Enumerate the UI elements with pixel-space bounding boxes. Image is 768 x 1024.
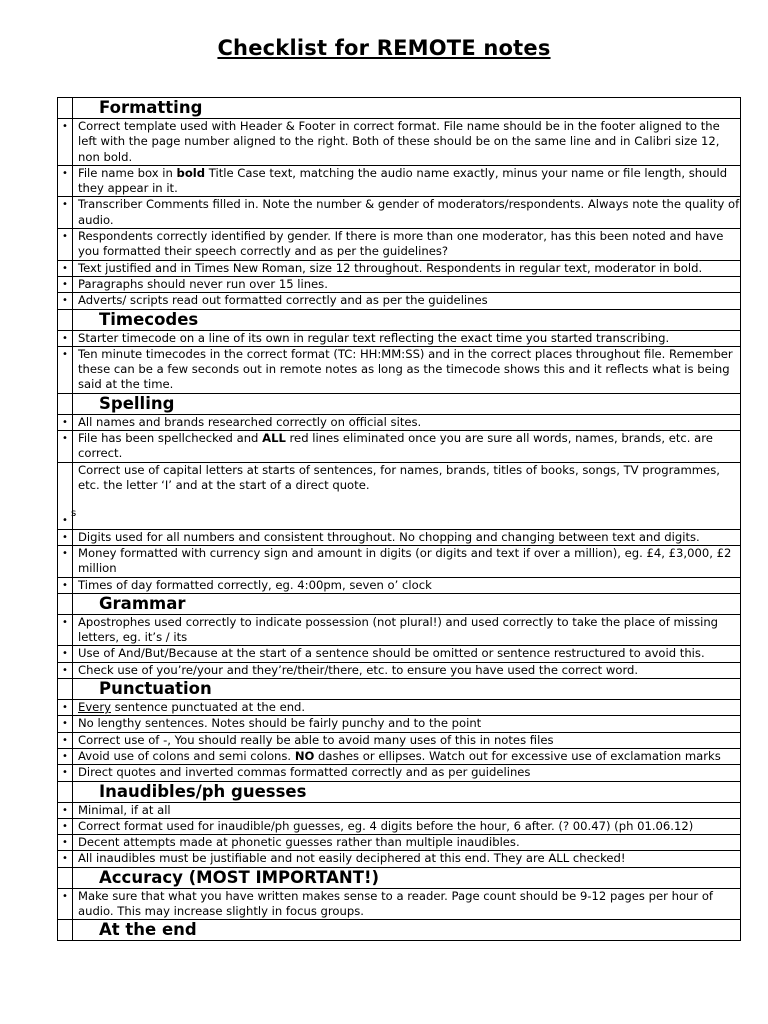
- checklist-item: [58, 197, 741, 229]
- item-text: Use of And/But/Because at the start of a sentence should be omitted or sentence restructured to avoid this.: [73, 646, 741, 662]
- checklist-item: [58, 545, 741, 577]
- section-heading: Spelling: [73, 393, 741, 414]
- checklist-item: [58, 260, 741, 276]
- checklist-table: [57, 97, 741, 941]
- bullet: •: [58, 229, 73, 261]
- bullet: •: [58, 276, 73, 292]
- bullet: •: [58, 802, 73, 818]
- item-text: Digits used for all numbers and consistent throughout. No chopping and changing between text and digits.: [73, 529, 741, 545]
- checklist-item: [58, 276, 741, 292]
- bullet: •: [58, 414, 73, 430]
- bullet: •: [58, 700, 73, 716]
- bullet: •: [58, 346, 73, 393]
- bullet: •: [58, 197, 73, 229]
- item-text: No lengthy sentences. Notes should be fairly punchy and to the point: [73, 716, 741, 732]
- item-text: File has been spellchecked and ALL red lines eliminated once you are sure all words, names, brands, etc. are correct.: [73, 431, 741, 463]
- bullet: •: [58, 765, 73, 781]
- page-title: Checklist for REMOTE notes: [217, 36, 551, 60]
- item-text: Make sure that what you have written makes sense to a reader. Page count should be 9-12 pages per hour of audio. This may increase slightly in focus groups.: [73, 888, 741, 920]
- item-text: Respondents correctly identified by gender. If there is more than one moderator, has this been noted and have you formatted their speech correctly and as per the guidelines?: [73, 229, 741, 261]
- item-text: Apostrophes used correctly to indicate possession (not plural!) and used correctly to take the place of missing letters, eg. it’s / its: [73, 614, 741, 646]
- bullet: •: [58, 748, 73, 764]
- checklist-item: [58, 614, 741, 646]
- item-text: Paragraphs should never run over 15 lines.: [73, 276, 741, 292]
- checklist-item: [58, 802, 741, 818]
- checklist-item: [58, 700, 741, 716]
- checklist-item: [58, 462, 741, 529]
- checklist-item: [58, 293, 741, 309]
- section-header: [58, 309, 741, 330]
- bullet: •: [58, 888, 73, 920]
- bullet: •: [58, 119, 73, 166]
- checklist-item: [58, 229, 741, 261]
- checklist-item: [58, 818, 741, 834]
- section-header: [58, 593, 741, 614]
- item-text: All names and brands researched correctly on official sites.: [73, 414, 741, 430]
- bullet: •: [58, 662, 73, 678]
- checklist-item: [58, 431, 741, 463]
- section-heading: Accuracy (MOST IMPORTANT!): [73, 867, 741, 888]
- checklist-item: [58, 165, 741, 197]
- item-text: Times of day formatted correctly, eg. 4:00pm, seven o’ clock: [73, 577, 741, 593]
- bullet: •: [58, 330, 73, 346]
- bullet: •: [58, 646, 73, 662]
- bullet: •: [58, 462, 73, 529]
- item-text: Starter timecode on a line of its own in regular text reflecting the exact time you started transcribing.: [73, 330, 741, 346]
- checklist-item: [58, 765, 741, 781]
- checklist-item: [58, 888, 741, 920]
- checklist-item: [58, 346, 741, 393]
- checklist-item: [58, 748, 741, 764]
- bullet: •: [58, 529, 73, 545]
- section-heading: Grammar: [73, 593, 741, 614]
- bullet: •: [58, 614, 73, 646]
- section-heading: Punctuation: [73, 679, 741, 700]
- item-text: Decent attempts made at phonetic guesses rather than multiple inaudibles.: [73, 835, 741, 851]
- section-heading: At the end: [73, 920, 741, 941]
- checklist-item: [58, 330, 741, 346]
- checklist-item: [58, 835, 741, 851]
- item-text: Avoid use of colons and semi colons. NO dashes or ellipses. Watch out for excessive use of exclamation marks: [73, 748, 741, 764]
- item-text: All inaudibles must be justifiable and not easily deciphered at this end. They are ALL checked!: [73, 851, 741, 867]
- bullet: •: [58, 431, 73, 463]
- item-text: Minimal, if at all: [73, 802, 741, 818]
- bullet: •: [58, 260, 73, 276]
- item-text: Adverts/ scripts read out formatted correctly and as per the guidelines: [73, 293, 741, 309]
- checklist-item: [58, 119, 741, 166]
- item-text: Direct quotes and inverted commas formatted correctly and as per guidelines: [73, 765, 741, 781]
- item-text: Transcriber Comments filled in. Note the number & gender of moderators/respondents. Always note the quality of audio.: [73, 197, 741, 229]
- section-header: [58, 920, 741, 941]
- bullet: •: [58, 732, 73, 748]
- bullet: •: [58, 818, 73, 834]
- checklist-item: [58, 662, 741, 678]
- item-text: Money formatted with currency sign and amount in digits (or digits and text if over a million), eg. £4, £3,000, £2 million: [73, 545, 741, 577]
- item-text: Check use of you’re/your and they’re/their/there, etc. to ensure you have used the correct word.: [73, 662, 741, 678]
- section-header: [58, 98, 741, 119]
- section-heading: Inaudibles/ph guesses: [73, 781, 741, 802]
- checklist-item: [58, 529, 741, 545]
- item-text: Text justified and in Times New Roman, size 12 throughout. Respondents in regular text, moderator in bold.: [73, 260, 741, 276]
- bullet: •: [58, 577, 73, 593]
- section-heading: Timecodes: [73, 309, 741, 330]
- checklist-item: [58, 577, 741, 593]
- item-text: Ten minute timecodes in the correct format (TC: HH:MM:SS) and in the correct places throughout file. Remember these can be a few seconds out in remote notes as long as the timecode shows this and it reflects what is being said at the time.: [73, 346, 741, 393]
- bullet: •: [58, 851, 73, 867]
- item-text: Every sentence punctuated at the end.: [73, 700, 741, 716]
- bullet: •: [58, 716, 73, 732]
- checklist-item: [58, 732, 741, 748]
- item-text: Correct use of capital letters at starts of sentences, for names, brands, titles of books, songs, TV programmes, etc. the letter ‘I’ and at the start of a direct quote.: [73, 462, 741, 529]
- checklist-item: [58, 414, 741, 430]
- bullet: •: [58, 293, 73, 309]
- stray-mark: s: [71, 508, 77, 519]
- item-text: Correct template used with Header & Footer in correct format. File name should be in the footer aligned to the left with the page number aligned to the right. Both of these should be on the same line and in Calibri size 12, non bold.: [73, 119, 741, 166]
- section-header: [58, 781, 741, 802]
- item-text: File name box in bold Title Case text, matching the audio name exactly, minus your name or file length, should they appear in it.: [73, 165, 741, 197]
- bullet: •: [58, 545, 73, 577]
- bullet: •: [58, 835, 73, 851]
- section-heading: Formatting: [73, 98, 741, 119]
- checklist-item: [58, 646, 741, 662]
- section-header: [58, 393, 741, 414]
- checklist-item: [58, 851, 741, 867]
- section-header: [58, 679, 741, 700]
- bullet: •: [58, 165, 73, 197]
- item-text: Correct format used for inaudible/ph guesses, eg. 4 digits before the hour, 6 after. (? 00.47) (ph 01.06.12): [73, 818, 741, 834]
- item-text: Correct use of -, You should really be able to avoid many uses of this in notes files: [73, 732, 741, 748]
- section-header: [58, 867, 741, 888]
- checklist-item: [58, 716, 741, 732]
